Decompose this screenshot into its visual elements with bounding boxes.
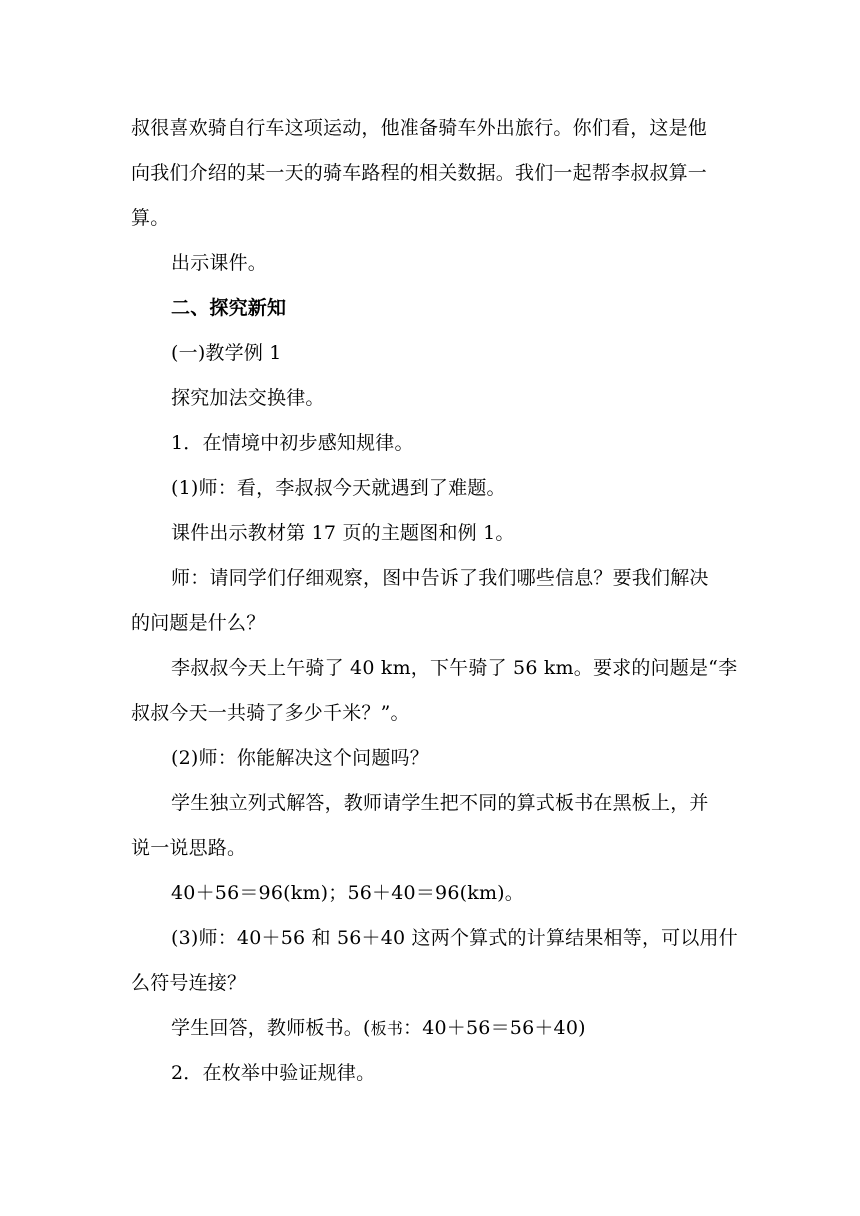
paragraph-line: 么符号连接？ (131, 972, 247, 994)
paragraph-line: 李叔叔今天上午骑了 40 km，下午骑了 56 km。要求的问题是“李 (171, 657, 738, 679)
document-body (131, 106, 738, 1096)
paragraph: 课件出示教材第 17 页的主题图和例 1。 (171, 522, 515, 544)
equation: 40＋56＝96(km)；56＋40＝96(km)。 (171, 882, 524, 904)
paragraph-text: 学生回答，教师板书。( (171, 1017, 371, 1039)
paragraph: (2)师：你能解决这个问题吗？ (171, 747, 429, 769)
paragraph (131, 1006, 731, 1051)
paragraph-line: (3)师：40＋56 和 56＋40 这两个算式的计算结果相等，可以用什 (171, 927, 738, 949)
paragraph-line: 师：请同学们仔细观察，图中告诉了我们哪些信息？要我们解决 (171, 567, 709, 589)
paragraph: 出示课件。 (171, 252, 268, 274)
paragraph-line: 算。 (131, 207, 170, 229)
paragraph-line: 说一说思路。 (131, 837, 247, 859)
paragraph: (1)师：看，李叔叔今天就遇到了难题。 (171, 477, 506, 499)
paragraph-line: 叔叔今天一共骑了多少千米？”。 (131, 702, 410, 724)
paragraph-line: 向我们介绍的某一天的骑车路程的相关数据。我们一起帮李叔叔算一 (131, 162, 708, 184)
paragraph-line: 的问题是什么？ (131, 612, 266, 634)
paragraph-line: 学生独立列式解答，教师请学生把不同的算式板书在黑板上，并 (171, 792, 709, 814)
section-heading: 二、探究新知 (171, 297, 287, 319)
paragraph: 探究加法交换律。 (171, 387, 325, 409)
step-heading: 2．在枚举中验证规律。 (171, 1062, 376, 1084)
board-label: 板书 (370, 1019, 404, 1038)
paragraph-text: ：40＋56＝56＋40) (403, 1017, 586, 1039)
paragraph-line: 叔很喜欢骑自行车这项运动，他准备骑车外出旅行。你们看，这是他 (131, 117, 708, 139)
subsection-heading: (一)教学例 1 (171, 342, 282, 364)
step-heading: 1．在情境中初步感知规律。 (171, 432, 414, 454)
